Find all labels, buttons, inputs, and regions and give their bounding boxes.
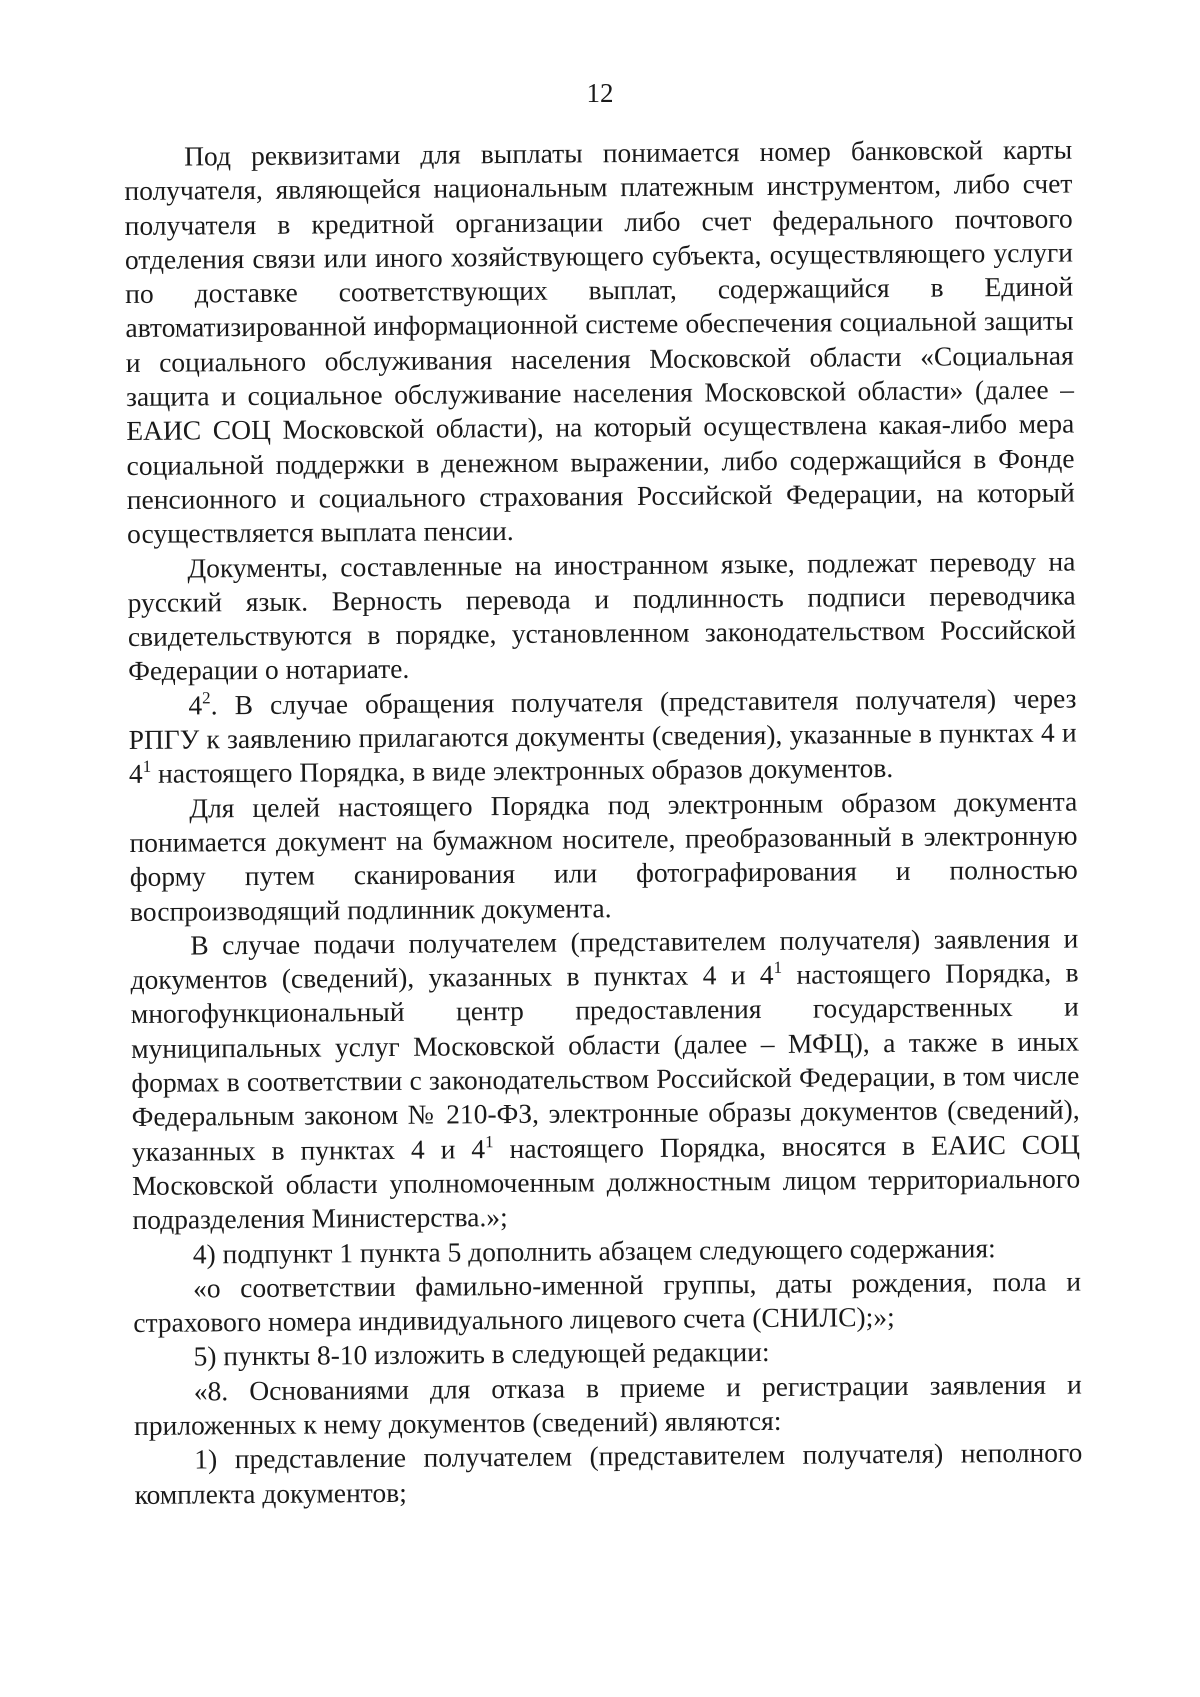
document-body [124,133,1083,1512]
paragraph-text: настоящего Порядка, в виде электронных образов документов. [151,752,894,790]
paragraph-text: настоящего Порядка, в многофункциональный центр предоставления государственных и муниципальных услуг Московской области (далее – МФЦ), а также в иных формах в соответствии с законодательством Российской Федерации, в том числе Федеральным законом № 210-ФЗ, электронные образы документов (сведений), указанных в пунктах 4 и 4 [130,956,1080,1167]
superscript: 1 [773,957,783,978]
paragraph-mfc [130,921,1080,1237]
paragraph-text: настоящего Порядка, вносятся в ЕАИС СОЦ Московской области уполномоченным должностным лицом территориального подразделения Министерства.»; [132,1128,1081,1236]
paragraph-subitem-1: 1) представление получателем (представителем получателя) неполного комплекта документов; [134,1436,1083,1510]
paragraph-text: В случае подачи получателем (представителем получателя) заявления и документов (сведений), указанных в пунктах 4 и 4 [130,922,1079,996]
paragraph-electronic-image: Для целей настоящего Порядка под электронным образом документа понимается документ на бумажном носителе, преобразованный в электронную форму путем сканирования или фотографирования и полностью воспроизводящий подлинник документа. [129,785,1078,927]
paragraph-amendment-5: 5) пункты 8-10 изложить в следующей редакции: [193,1336,770,1372]
paragraph-item-4-2 [128,681,1077,791]
paragraph-text: . В случае обращения получателя (представителя получателя) через РПГУ к заявлению прилагаются документы (сведения), указанные в пунктах 4 и 4 [128,682,1077,790]
paragraph-item-8: «8. Основаниями для отказа в приеме и регистрации заявления и приложенных к нему документов (сведений) являются: [133,1368,1082,1441]
paragraph-amendment-4: 4) подпункт 1 пункта 5 дополнить абзацем следующего содержания: [192,1231,996,1269]
page-number: 12 [586,78,614,108]
superscript: 1 [142,757,152,777]
paragraph-payment-details: Под реквизитами для выплаты понимается номер банковской карты получателя, являющейся национальным платежным инструментом, либо счет получателя в кредитной организации либо счет федерального почтового отделения связи или иного хозяйствующего субъекта, осуществляющего услуги по доставке соответствующих выплат, содержащийся в Единой автоматизированной информационной системе обеспечения социальной защиты и социального обслуживания населения Московской области «Социальная защита и социальное обслуживание населения Московской области» (далее – ЕАИС СОЦ Московской области), на который осуществлена какая-либо мера социальной поддержки в денежном выражении, либо содержащийся в Фонде пенсионного и социального страхования Российской Федерации, на который осуществляется выплата пенсии. [124,133,1075,550]
paragraph-foreign-documents: Документы, составленные на иностранном языке, подлежат переводу на русский язык. Верность перевода и подлинность подписи переводчика свидетельствуются в порядке, установленном законодательством Российской Федерации о нотариате. [127,545,1076,687]
superscript: 1 [484,1131,494,1151]
paragraph-quote-snils: «о соответствии фамильно-именной группы, даты рождения, пола и страхового номера индивидуального лицевого счета (СНИЛС);»; [133,1265,1082,1339]
superscript: 2 [202,688,211,708]
item-number: 4 [188,689,203,721]
